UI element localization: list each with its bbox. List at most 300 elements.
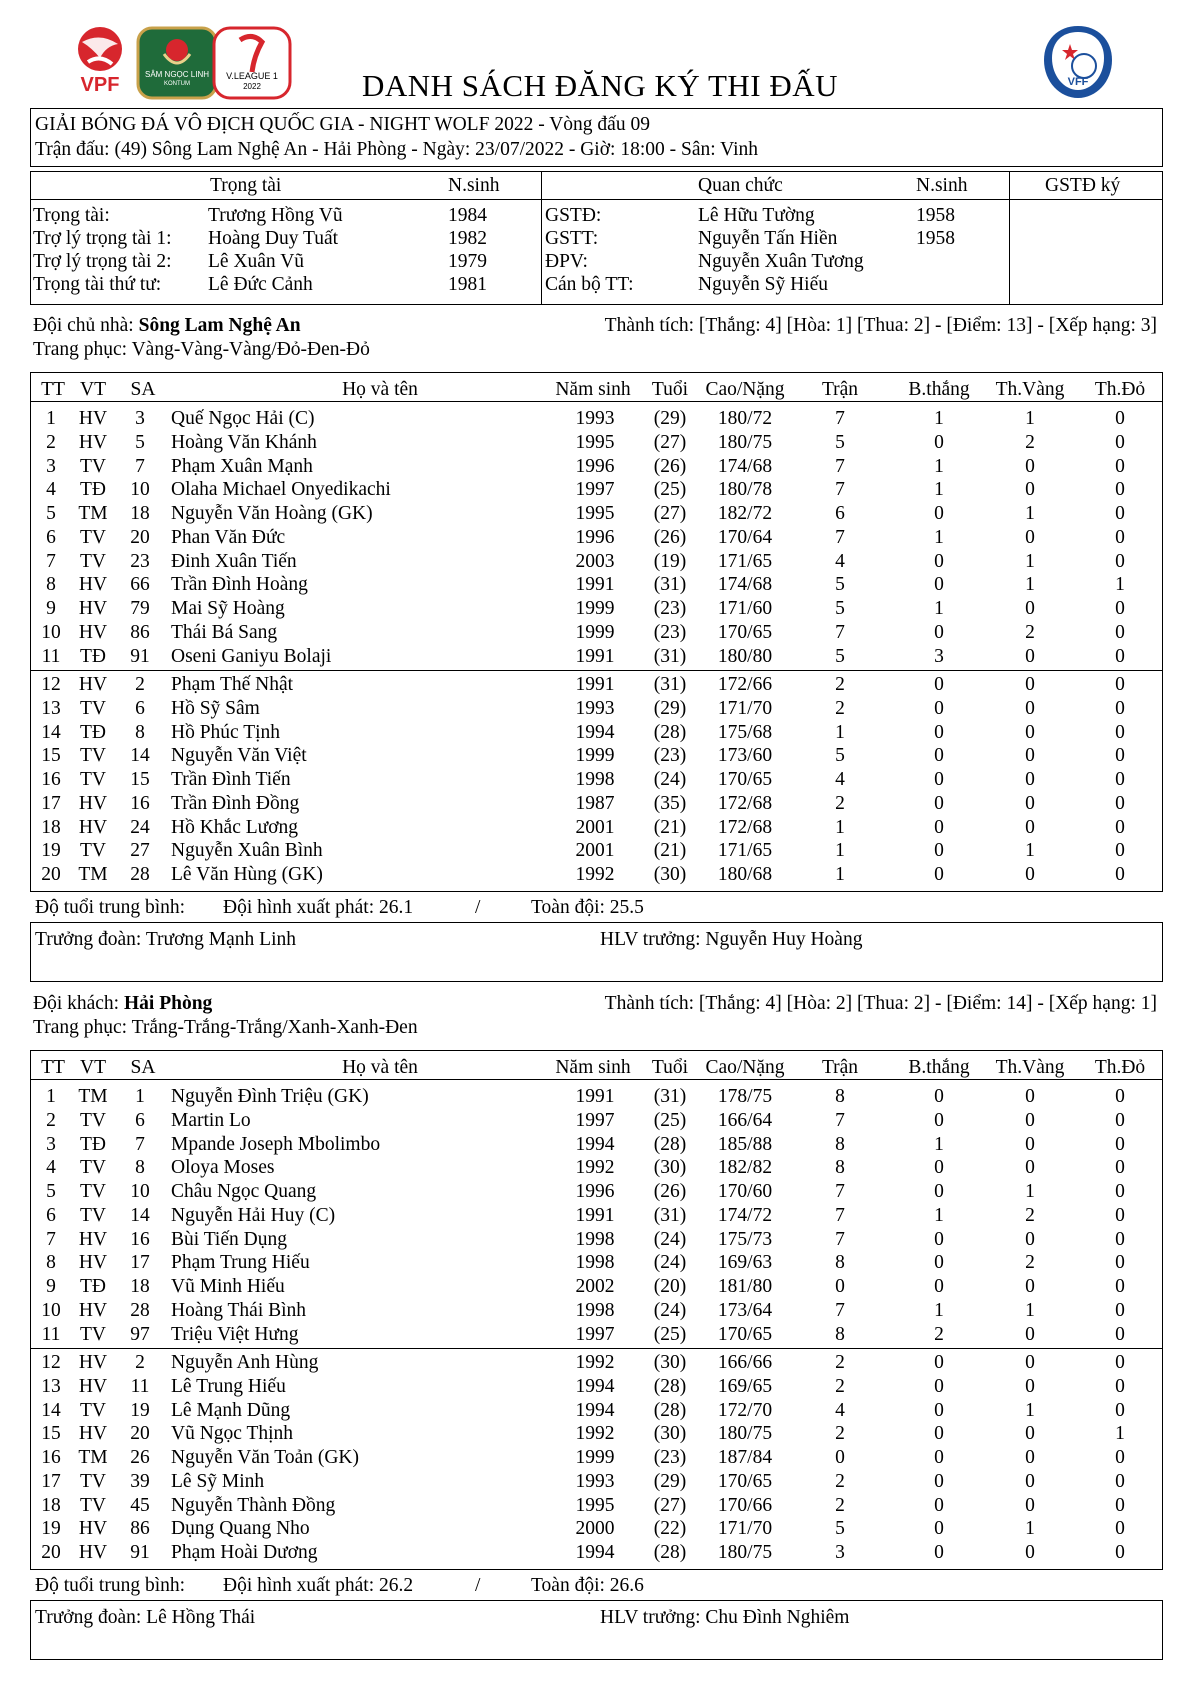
cell-matches: 7 (835, 455, 845, 477)
cell-position: HV (78, 1228, 108, 1250)
away-label-text: Đội khách: (33, 993, 120, 1014)
cell-birth-year: 1998 (575, 1299, 615, 1321)
cell-position: HV (78, 408, 108, 429)
home-coach: HLV trưởng: Nguyễn Huy Hoàng (600, 929, 863, 950)
cell-yellow-cards: 0 (1025, 721, 1035, 743)
cell-matches: 5 (835, 574, 845, 596)
cell-shirt: 14 (130, 1204, 150, 1226)
cell-age: (28) (653, 1542, 687, 1563)
cell-goals: 0 (934, 1276, 944, 1297)
cell-age: (21) (653, 840, 687, 862)
cell-yellow-cards: 1 (1025, 1518, 1035, 1540)
vleague-year: 2022 (243, 82, 261, 91)
cell-yellow-cards: 0 (1025, 769, 1035, 790)
cell-red-cards: 0 (1115, 721, 1125, 743)
cell-age: (24) (653, 1299, 687, 1321)
cell-tt: 14 (41, 1399, 61, 1421)
cell-yellow-cards: 0 (1025, 455, 1035, 477)
cell-player-name: Nguyễn Văn Hoàng (GK) (171, 503, 373, 524)
official-name: Nguyễn Xuân Tương (698, 251, 864, 272)
cell-tt: 8 (46, 1252, 56, 1274)
cell-tt: 2 (46, 1109, 56, 1131)
cell-player-name: Phan Văn Đức (171, 526, 286, 548)
cell-position: TM (78, 503, 108, 524)
cell-height-weight: 180/78 (717, 479, 773, 501)
cell-height-weight: 180/75 (717, 431, 773, 453)
cell-player-name: Đinh Xuân Tiến (171, 550, 297, 572)
cell-matches: 1 (835, 721, 845, 743)
cell-tt: 12 (41, 674, 61, 695)
cell-red-cards: 0 (1115, 1299, 1125, 1321)
cell-goals: 0 (934, 1252, 944, 1274)
header-col-goals: B.thắng (908, 1057, 970, 1078)
cell-tt: 18 (41, 1494, 61, 1516)
cell-shirt: 26 (130, 1447, 150, 1468)
cell-shirt: 16 (130, 792, 150, 814)
cell-age: (31) (653, 1204, 687, 1226)
cell-red-cards: 0 (1115, 408, 1125, 429)
cell-matches: 5 (835, 431, 845, 453)
cell-goals: 1 (934, 1204, 944, 1226)
cell-birth-year: 1997 (575, 479, 615, 501)
cell-goals: 0 (934, 674, 944, 695)
cell-matches: 8 (835, 1133, 845, 1155)
cell-red-cards: 0 (1115, 697, 1125, 719)
cell-matches: 7 (835, 1109, 845, 1131)
cell-player-name: Quế Ngọc Hải (C) (171, 408, 315, 429)
cell-goals: 2 (934, 1323, 944, 1345)
cell-height-weight: 170/64 (717, 526, 773, 548)
cell-yellow-cards: 1 (1025, 408, 1035, 429)
cell-matches: 7 (835, 1181, 845, 1202)
home-team-name: Sông Lam Nghệ An (138, 315, 301, 336)
cell-red-cards: 0 (1115, 1181, 1125, 1202)
cell-birth-year: 1993 (575, 697, 615, 719)
cell-goals: 0 (934, 1399, 944, 1421)
cell-age: (22) (653, 1518, 687, 1540)
cell-height-weight: 173/60 (717, 745, 773, 767)
referee-birth-year: 1982 (448, 228, 487, 249)
cell-tt: 16 (41, 1447, 61, 1468)
cell-yellow-cards: 0 (1025, 864, 1035, 885)
cell-age: (24) (653, 1252, 687, 1274)
cell-age: (29) (653, 408, 687, 429)
cell-age: (26) (653, 455, 687, 477)
cell-tt: 18 (41, 816, 61, 838)
referee-role: Trọng tài thứ tư: (33, 274, 162, 295)
cell-height-weight: 185/88 (717, 1133, 773, 1155)
cell-position: TĐ (80, 721, 106, 743)
cell-shirt: 97 (130, 1323, 150, 1345)
header-col-name: Họ và tên (342, 1057, 418, 1078)
cell-red-cards: 0 (1115, 1086, 1125, 1107)
cell-position: TĐ (80, 1276, 106, 1297)
cell-player-name: Oloya Moses (171, 1157, 275, 1179)
cell-age: (23) (653, 745, 687, 767)
cell-red-cards: 0 (1115, 1109, 1125, 1131)
cell-tt: 7 (46, 1228, 56, 1250)
cell-yellow-cards: 0 (1025, 1323, 1035, 1345)
cell-age: (27) (653, 503, 687, 524)
cell-goals: 0 (934, 769, 944, 790)
cell-player-name: Oseni Ganiyu Bolaji (171, 645, 332, 667)
cell-height-weight: 172/68 (717, 816, 773, 838)
cell-birth-year: 1993 (575, 408, 615, 429)
cell-position: TM (78, 864, 108, 885)
cell-shirt: 17 (130, 1252, 150, 1274)
cell-goals: 0 (934, 840, 944, 862)
referee-role: Trợ lý trọng tài 2: (33, 251, 172, 272)
cell-red-cards: 0 (1115, 1228, 1125, 1250)
cell-player-name: Mpande Joseph Mbolimbo (171, 1133, 381, 1155)
cell-player-name: Nguyễn Đình Triệu (GK) (171, 1086, 369, 1107)
cell-goals: 1 (934, 455, 944, 477)
away-coach: HLV trưởng: Chu Đình Nghiêm (600, 1607, 850, 1628)
cell-red-cards: 0 (1115, 864, 1125, 885)
cell-height-weight: 171/65 (717, 550, 773, 572)
cell-matches: 2 (835, 792, 845, 814)
cell-position: HV (78, 1352, 108, 1373)
official-role: Cán bộ TT: (545, 274, 634, 295)
header-col-vt: VT (80, 1057, 106, 1078)
cell-height-weight: 171/65 (717, 840, 773, 862)
away-manager: Trưởng đoàn: Lê Hồng Thái (35, 1607, 256, 1628)
home-avg-slash: / (475, 897, 481, 918)
cell-yellow-cards: 0 (1025, 1157, 1035, 1179)
cell-tt: 4 (46, 479, 56, 501)
cell-player-name: Hồ Khắc Lương (171, 816, 299, 838)
cell-birth-year: 1999 (575, 1447, 615, 1468)
cell-player-name: Nguyễn Xuân Bình (171, 840, 323, 862)
cell-red-cards: 0 (1115, 1352, 1125, 1373)
cell-height-weight: 169/63 (717, 1252, 773, 1274)
cell-goals: 0 (934, 1447, 944, 1468)
cell-tt: 20 (41, 1542, 61, 1563)
cell-player-name: Olaha Michael Onyedikachi (171, 479, 391, 501)
cell-goals: 1 (934, 408, 944, 429)
cell-player-name: Phạm Trung Hiếu (171, 1252, 310, 1274)
cell-birth-year: 1994 (575, 721, 615, 743)
cell-goals: 3 (934, 645, 944, 667)
cell-age: (23) (653, 621, 687, 643)
cell-player-name: Bùi Tiến Dụng (171, 1228, 287, 1250)
header-col-yellow: Th.Vàng (995, 1057, 1065, 1078)
cell-height-weight: 172/70 (717, 1399, 773, 1421)
header-col-vt: VT (80, 379, 106, 400)
cell-matches: 7 (835, 408, 845, 429)
cell-yellow-cards: 2 (1025, 621, 1035, 643)
cell-tt: 5 (46, 503, 56, 524)
cell-age: (21) (653, 816, 687, 838)
cell-red-cards: 0 (1115, 840, 1125, 862)
cell-matches: 1 (835, 816, 845, 838)
cell-position: TV (80, 1470, 106, 1492)
home-avg-label: Độ tuổi trung bình: (35, 897, 186, 918)
cell-birth-year: 1995 (575, 1494, 615, 1516)
cell-height-weight: 166/66 (717, 1352, 773, 1373)
cell-shirt: 24 (130, 816, 150, 838)
header-referee: Trọng tài (210, 175, 282, 196)
cell-player-name: Phạm Hoài Dương (171, 1542, 318, 1563)
cell-shirt: 10 (130, 1181, 150, 1202)
cell-red-cards: 0 (1115, 1375, 1125, 1397)
cell-birth-year: 1987 (575, 792, 615, 814)
cell-birth-year: 1991 (575, 674, 615, 695)
cell-birth-year: 1993 (575, 1470, 615, 1492)
cell-goals: 0 (934, 621, 944, 643)
official-birth-year: 1958 (916, 228, 955, 249)
cell-yellow-cards: 0 (1025, 1133, 1035, 1155)
cell-goals: 1 (934, 526, 944, 548)
cell-player-name: Nguyễn Hải Huy (C) (171, 1204, 336, 1226)
cell-age: (28) (653, 1375, 687, 1397)
cell-birth-year: 1999 (575, 745, 615, 767)
cell-player-name: Lê Trung Hiếu (171, 1375, 286, 1397)
cell-red-cards: 0 (1115, 1133, 1125, 1155)
cell-birth-year: 2002 (575, 1276, 615, 1297)
cell-red-cards: 0 (1115, 645, 1125, 667)
cell-height-weight: 187/84 (717, 1447, 773, 1468)
home-kit: Trang phục: Vàng-Vàng-Vàng/Đỏ-Đen-Đỏ (33, 339, 370, 360)
cell-red-cards: 0 (1115, 1399, 1125, 1421)
cell-age: (24) (653, 1228, 687, 1250)
header-sign: GSTĐ ký (1045, 175, 1121, 196)
home-label (33, 315, 301, 337)
cell-goals: 0 (934, 816, 944, 838)
away-avg-all: Toàn đội: 26.6 (531, 1575, 644, 1596)
official-role: GSTĐ: (545, 205, 602, 226)
cell-birth-year: 1994 (575, 1133, 615, 1155)
cell-shirt: 28 (130, 864, 150, 885)
cell-tt: 17 (41, 792, 61, 814)
cell-yellow-cards: 0 (1025, 1086, 1035, 1107)
cell-age: (35) (653, 792, 687, 814)
cell-position: HV (78, 674, 108, 695)
cell-matches: 2 (835, 1375, 845, 1397)
cell-shirt: 19 (130, 1399, 150, 1421)
cell-shirt: 86 (130, 1518, 150, 1540)
cell-shirt: 14 (130, 745, 150, 767)
cell-red-cards: 0 (1115, 1470, 1125, 1492)
cell-position: TV (80, 1181, 106, 1202)
cell-height-weight: 171/70 (717, 697, 773, 719)
cell-goals: 0 (934, 745, 944, 767)
cell-tt: 8 (46, 574, 56, 596)
cell-goals: 0 (934, 503, 944, 524)
header-dob: N.sinh (448, 175, 500, 196)
cell-birth-year: 1992 (575, 864, 615, 885)
cell-player-name: Phạm Thế Nhật (171, 674, 294, 695)
cell-height-weight: 180/75 (717, 1542, 773, 1563)
cell-birth-year: 1996 (575, 455, 615, 477)
header-official: Quan chức (698, 175, 783, 196)
vpf-logo (70, 24, 130, 100)
cell-red-cards: 0 (1115, 503, 1125, 524)
cell-position: HV (78, 598, 108, 619)
cell-yellow-cards: 0 (1025, 1109, 1035, 1131)
cell-height-weight: 170/65 (717, 1323, 773, 1345)
cell-tt: 9 (46, 598, 56, 619)
cell-player-name: Triệu Việt Hưng (171, 1323, 299, 1345)
header-col-tt: TT (41, 379, 65, 400)
cell-age: (25) (653, 1323, 687, 1345)
cell-red-cards: 0 (1115, 1204, 1125, 1226)
cell-matches: 7 (835, 1228, 845, 1250)
match-info: Trận đấu: (49) Sông Lam Nghệ An - Hải Phòng - Ngày: 23/07/2022 - Giờ: 18:00 - Sân: Vinh (35, 139, 759, 160)
cell-birth-year: 2001 (575, 840, 615, 862)
cell-shirt: 23 (130, 550, 150, 572)
cell-shirt: 86 (130, 621, 150, 643)
cell-matches: 5 (835, 1518, 845, 1540)
cell-age: (30) (653, 1157, 687, 1179)
cell-shirt: 39 (130, 1470, 150, 1492)
cell-tt: 15 (41, 1423, 61, 1445)
cell-red-cards: 0 (1115, 1447, 1125, 1468)
cell-matches: 8 (835, 1252, 845, 1274)
cell-tt: 13 (41, 697, 61, 719)
cell-player-name: Hồ Phúc Tịnh (171, 721, 281, 743)
cell-birth-year: 2001 (575, 816, 615, 838)
cell-height-weight: 170/65 (717, 769, 773, 790)
home-avg-start: Đội hình xuất phát: 26.1 (223, 897, 414, 918)
cell-yellow-cards: 0 (1025, 1494, 1035, 1516)
cell-age: (28) (653, 1399, 687, 1421)
cell-red-cards: 0 (1115, 526, 1125, 548)
cell-age: (23) (653, 1447, 687, 1468)
cell-birth-year: 2003 (575, 550, 615, 572)
cell-red-cards: 0 (1115, 1518, 1125, 1540)
official-role: GSTT: (545, 228, 599, 249)
cell-matches: 7 (835, 1204, 845, 1226)
cell-yellow-cards: 0 (1025, 1276, 1035, 1297)
sponsor-subtext: KONTUM (164, 81, 190, 87)
cell-height-weight: 172/66 (717, 674, 773, 695)
cell-age: (25) (653, 1109, 687, 1131)
cell-red-cards: 0 (1115, 455, 1125, 477)
cell-yellow-cards: 0 (1025, 674, 1035, 695)
cell-matches: 0 (835, 1447, 845, 1468)
cell-birth-year: 1995 (575, 431, 615, 453)
cell-goals: 0 (934, 1086, 944, 1107)
header-col-year: Năm sinh (555, 379, 631, 400)
cell-tt: 11 (41, 1323, 61, 1345)
cell-position: TV (80, 745, 106, 767)
cell-goals: 0 (934, 864, 944, 885)
cell-height-weight: 174/72 (717, 1204, 773, 1226)
cell-tt: 2 (46, 431, 56, 453)
cell-age: (31) (653, 645, 687, 667)
sponsor-logo (136, 26, 218, 100)
cell-height-weight: 180/72 (717, 408, 773, 429)
referee-role: Trọng tài: (33, 205, 110, 226)
cell-tt: 17 (41, 1470, 61, 1492)
cell-age: (30) (653, 1423, 687, 1445)
cell-matches: 4 (835, 769, 845, 790)
cell-birth-year: 1999 (575, 598, 615, 619)
cell-birth-year: 1994 (575, 1375, 615, 1397)
cell-shirt: 10 (130, 479, 150, 501)
cell-matches: 7 (835, 1299, 845, 1321)
cell-tt: 3 (46, 1133, 56, 1155)
cell-red-cards: 1 (1115, 574, 1125, 596)
cell-matches: 4 (835, 550, 845, 572)
cell-matches: 8 (835, 1157, 845, 1179)
home-label-text: Đội chủ nhà: (33, 315, 134, 336)
cell-age: (26) (653, 1181, 687, 1202)
header-col-goals: B.thắng (908, 379, 970, 400)
cell-age: (24) (653, 769, 687, 790)
cell-player-name: Lê Mạnh Dũng (171, 1399, 291, 1421)
header-col-sa: SA (130, 379, 156, 400)
cell-goals: 0 (934, 550, 944, 572)
cell-red-cards: 0 (1115, 1252, 1125, 1274)
cell-birth-year: 1992 (575, 1352, 615, 1373)
cell-player-name: Hoàng Thái Bình (171, 1299, 307, 1321)
cell-height-weight: 174/68 (717, 455, 773, 477)
cell-position: HV (78, 1299, 108, 1321)
cell-shirt: 6 (135, 1109, 145, 1131)
cell-goals: 0 (934, 1181, 944, 1202)
header-col-yellow: Th.Vàng (995, 379, 1065, 400)
cell-age: (27) (653, 1494, 687, 1516)
cell-matches: 7 (835, 621, 845, 643)
cell-height-weight: 169/65 (717, 1375, 773, 1397)
cell-age: (23) (653, 598, 687, 619)
cell-player-name: Vũ Ngọc Thịnh (171, 1423, 294, 1445)
cell-red-cards: 0 (1115, 621, 1125, 643)
cell-position: TĐ (80, 479, 106, 501)
cell-shirt: 91 (130, 1542, 150, 1563)
cell-goals: 1 (934, 598, 944, 619)
cell-position: HV (78, 792, 108, 814)
cell-goals: 0 (934, 1228, 944, 1250)
cell-position: TV (80, 1157, 106, 1179)
cell-player-name: Phạm Xuân Mạnh (171, 455, 313, 477)
cell-shirt: 1 (135, 1086, 145, 1107)
cell-red-cards: 0 (1115, 431, 1125, 453)
cell-yellow-cards: 0 (1025, 1470, 1035, 1492)
cell-birth-year: 1994 (575, 1399, 615, 1421)
cell-position: TM (78, 1086, 108, 1107)
cell-tt: 6 (46, 526, 56, 548)
cell-age: (20) (653, 1276, 687, 1297)
cell-goals: 0 (934, 1494, 944, 1516)
cell-position: TV (80, 769, 106, 790)
cell-position: TĐ (80, 1133, 106, 1155)
cell-position: HV (78, 816, 108, 838)
cell-position: HV (78, 574, 108, 596)
away-avg-label: Độ tuổi trung bình: (35, 1575, 186, 1596)
cell-shirt: 18 (130, 503, 150, 524)
cell-yellow-cards: 0 (1025, 1447, 1035, 1468)
cell-goals: 1 (934, 479, 944, 501)
cell-position: TV (80, 697, 106, 719)
cell-height-weight: 178/75 (717, 1086, 773, 1107)
cell-position: TV (80, 840, 106, 862)
cell-player-name: Lê Văn Hùng (GK) (171, 864, 323, 885)
cell-height-weight: 170/60 (717, 1181, 773, 1202)
cell-height-weight: 180/75 (717, 1423, 773, 1445)
cell-player-name: Vũ Minh Hiếu (171, 1276, 285, 1297)
cell-yellow-cards: 2 (1025, 431, 1035, 453)
cell-age: (29) (653, 697, 687, 719)
cell-tt: 4 (46, 1157, 56, 1179)
cell-tt: 3 (46, 455, 56, 477)
cell-red-cards: 0 (1115, 1542, 1125, 1563)
cell-tt: 13 (41, 1375, 61, 1397)
cell-birth-year: 1991 (575, 645, 615, 667)
cell-birth-year: 1991 (575, 1086, 615, 1107)
